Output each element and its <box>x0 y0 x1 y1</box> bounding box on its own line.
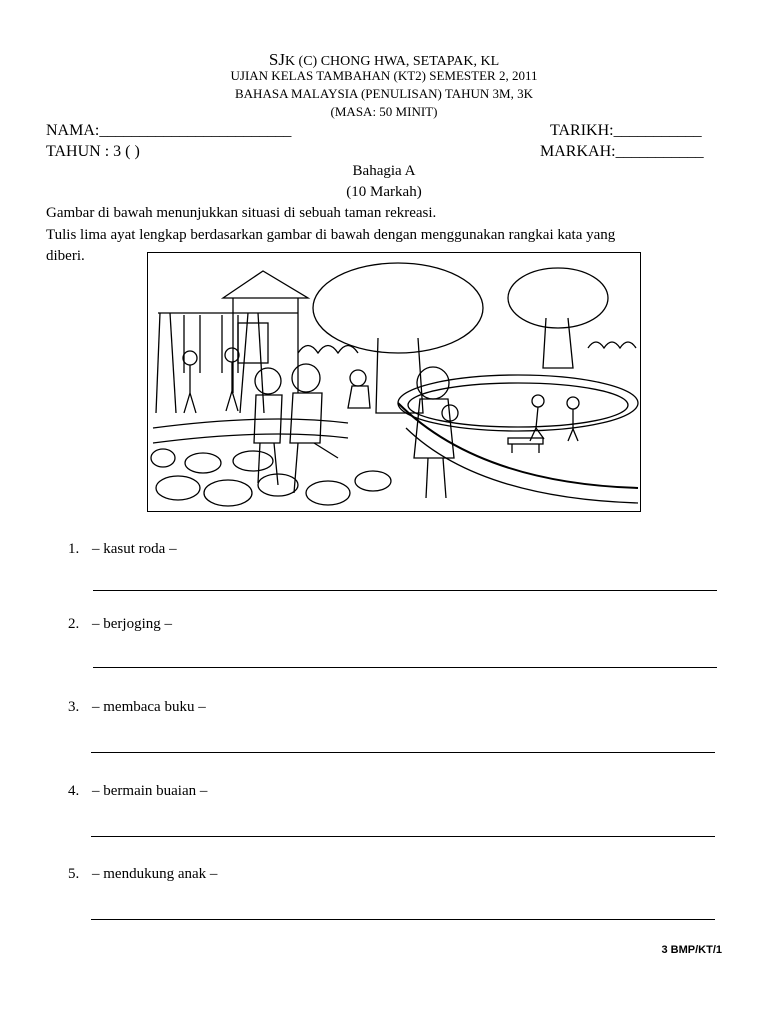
school-name: SJK (C) CHONG HWA, SETAPAK, KL <box>268 50 500 69</box>
cobblestone-path <box>151 449 391 506</box>
question-5: 5. – mendukung anak – <box>68 866 218 882</box>
big-tree <box>313 263 483 413</box>
question-1: 1. – kasut roda – <box>68 541 177 557</box>
roller-skater-1 <box>530 395 544 441</box>
class-field[interactable]: TAHUN : 3 ( ) <box>46 143 140 160</box>
date-field[interactable]: TARIKH:___________ <box>550 122 702 139</box>
answer-line-5[interactable] <box>91 919 715 920</box>
answer-line-1[interactable] <box>93 590 717 591</box>
child-on-swing-2 <box>225 348 239 411</box>
instruction-line-3: diberi. <box>46 248 85 264</box>
page-code: 3 BMP/KT/1 <box>661 944 722 956</box>
section-marks: (10 Markah) <box>346 184 422 200</box>
child-reading-book <box>348 370 370 408</box>
answer-line-4[interactable] <box>91 836 715 837</box>
park-illustration <box>147 252 641 512</box>
question-4: 4. – bermain buaian – <box>68 783 208 799</box>
question-3: 3. – membaca buku – <box>68 699 206 715</box>
name-field[interactable]: NAMA:________________________ <box>46 122 292 139</box>
jogging-boy-2 <box>290 364 338 493</box>
question-2: 2. – berjoging – <box>68 616 172 632</box>
marks-field[interactable]: MARKAH:___________ <box>540 143 704 160</box>
small-tree <box>508 268 608 368</box>
instruction-line-2: Tulis lima ayat lengkap berdasarkan gambar di bawah dengan menggunakan rangkai kata yang <box>46 227 616 243</box>
duration: (MASA: 50 MINIT) <box>330 104 438 119</box>
exam-title: UJIAN KELAS TAMBAHAN (KT2) SEMESTER 2, 2011 <box>230 68 538 83</box>
answer-line-3[interactable] <box>91 752 715 753</box>
pond <box>398 375 638 431</box>
park-scene-drawing <box>148 253 641 512</box>
bench <box>508 438 543 453</box>
roller-skater-2 <box>567 397 579 441</box>
child-on-swing <box>183 351 197 413</box>
instruction-line-1: Gambar di bawah menunjukkan situasi di sebuah taman rekreasi. <box>46 205 437 221</box>
answer-line-2[interactable] <box>93 667 717 668</box>
section-title: Bahagia A <box>352 163 416 179</box>
gazebo <box>223 271 308 393</box>
subject-title: BAHASA MALAYSIA (PENULISAN) TAHUN 3M, 3K <box>235 86 533 101</box>
swing-set <box>156 313 298 413</box>
